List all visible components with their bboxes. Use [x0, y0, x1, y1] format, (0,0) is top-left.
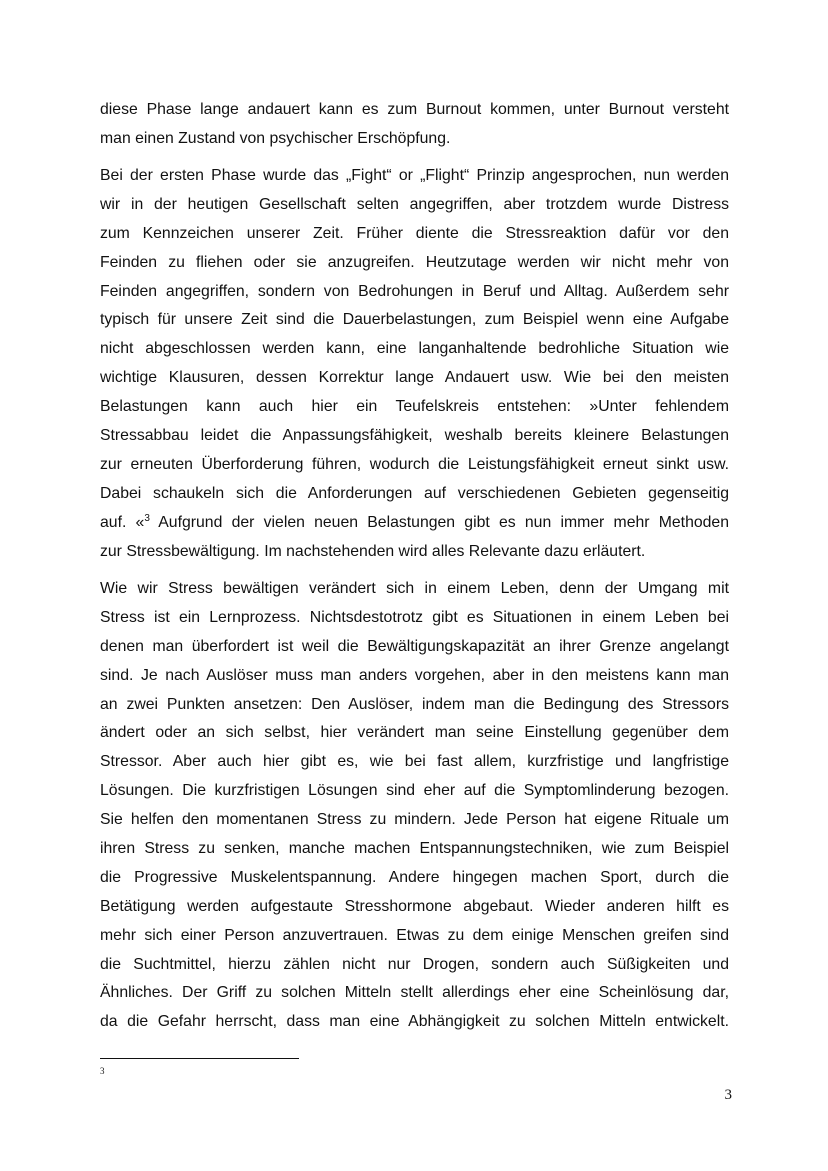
- footnote-marker: 3: [100, 1066, 105, 1076]
- text-line: wichtige Klausuren, dessen Korrektur lange Andauert usw. Wie bei den meisten: [100, 369, 729, 387]
- text-line: sind. Je nach Auslöser muss man anders vorgehen, aber in den meistens kann man: [100, 666, 729, 684]
- text-line: Lösungen. Die kurzfristigen Lösungen sind eher auf die Symptomlinderung bezogen.: [100, 782, 729, 800]
- text-line: ihren Stress zu senken, manche machen Entspannungstechniken, wie zum Beispiel: [100, 840, 729, 858]
- text-segment: Aufgrund der vielen neuen Belastungen gibt es nun immer mehr Methoden: [149, 513, 729, 531]
- text-line-with-footnote: [100, 509, 729, 538]
- text-line: typisch für unsere Zeit sind die Dauerbelastungen, zum Beispiel wenn eine Aufgabe: [100, 311, 729, 329]
- text-line: diese Phase lange andauert kann es zum Burnout kommen, unter Burnout versteht: [100, 101, 729, 118]
- text-line: Wie wir Stress bewältigen verändert sich in einem Leben, denn der Umgang mit: [100, 580, 729, 597]
- paragraph-stress-coping: [100, 575, 729, 1037]
- text-line: Belastungen kann auch hier ein Teufelskreis entstehen: »Unter fehlendem: [100, 398, 729, 416]
- text-line: denen man überfordert ist weil die Bewältigungskapazität an ihrer Grenze angelangt: [100, 637, 729, 655]
- text-line: Feinden angegriffen, sondern von Bedrohungen in Beruf und Alltag. Außerdem sehr: [100, 282, 729, 300]
- text-line: ändert oder an sich selbst, hier verändert man seine Einstellung gegenüber dem: [100, 724, 729, 742]
- text-line: Stress ist ein Lernprozess. Nichtsdestotrotz gibt es Situationen in einem Leben bei: [100, 608, 729, 626]
- text-line: Stressabbau leidet die Anpassungsfähigkeit, weshalb bereits kleinere Belastungen: [100, 427, 729, 445]
- text-line: nicht abgeschlossen werden kann, eine langanhaltende bedrohliche Situation wie: [100, 340, 729, 358]
- text-line: Stressor. Aber auch hier gibt es, wie bei fast allem, kurzfristige und langfristige: [100, 753, 729, 771]
- text-line: Dabei schaukeln sich die Anforderungen auf verschiedenen Gebieten gegenseitig: [100, 484, 729, 502]
- text-line: man einen Zustand von psychischer Erschöpfung.: [100, 129, 451, 147]
- text-line: Feinden zu fliehen oder sie anzugreifen. Heutzutage werden wir nicht mehr von: [100, 253, 729, 271]
- text-line: zur erneuten Überforderung führen, wodurch die Leistungsfähigkeit erneut sinkt usw.: [100, 455, 729, 473]
- text-line: Sie helfen den momentanen Stress zu mindern. Jede Person hat eigene Rituale um: [100, 811, 729, 829]
- text-line: die Progressive Muskelentspannung. Andere hingegen machen Sport, durch die: [100, 868, 729, 886]
- page-number: 3: [724, 1087, 732, 1103]
- text-line: zur Stressbewältigung. Im nachstehenden wird alles Relevante dazu erläutert.: [100, 542, 646, 560]
- text-line: an zwei Punkten ansetzen: Den Auslöser, indem man die Bedingung des Stressors: [100, 695, 729, 713]
- paragraph-burnout: [100, 96, 729, 154]
- text-line: mehr sich einer Person anzuvertrauen. Etwas zu dem einige Menschen greifen sind: [100, 926, 729, 944]
- text-line: zum Kennzeichen unserer Zeit. Früher diente die Stressreaktion dafür vor den: [100, 224, 729, 242]
- quote-end: auf. «: [100, 513, 145, 531]
- text-line: die Suchtmittel, hierzu zählen nicht nur Drogen, sondern auch Süßigkeiten und: [100, 955, 729, 973]
- text-line: da die Gefahr herrscht, dass man eine Abhängigkeit zu solchen Mitteln entwickelt.: [100, 1013, 729, 1031]
- text-line: wir in der heutigen Gesellschaft selten angegriffen, aber trotzdem wurde Distress: [100, 195, 729, 213]
- text-line: Bei der ersten Phase wurde das „Fight“ or „Flight“ Prinzip angesprochen, nun werden: [100, 167, 729, 184]
- footnote-reference[interactable]: 3: [144, 512, 150, 524]
- paragraph-fight-or-flight: [100, 162, 729, 566]
- footnote-separator: [100, 1058, 299, 1059]
- text-line: Betätigung werden aufgestaute Stresshormone abgebaut. Wieder anderen hilft es: [100, 897, 729, 915]
- text-line: Ähnliches. Der Griff zu solchen Mitteln stellt allerdings eher eine Scheinlösung dar,: [100, 984, 729, 1002]
